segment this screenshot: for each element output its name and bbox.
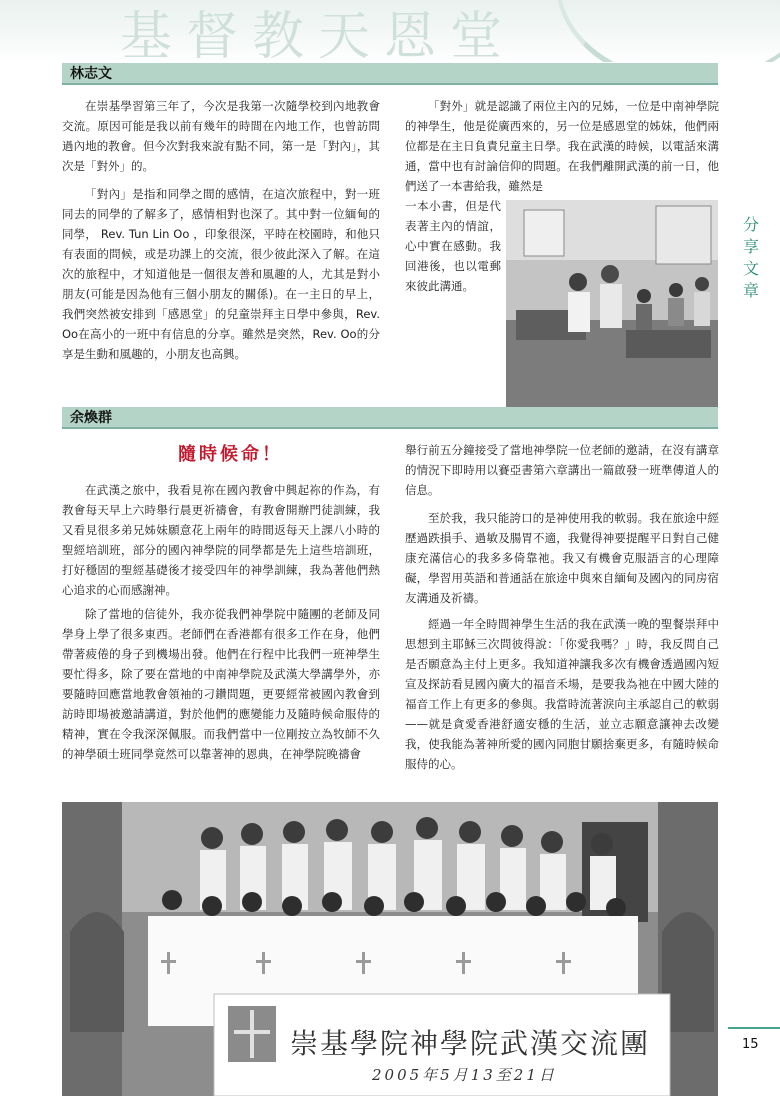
header-watermark: 基督教天恩堂 [120,7,517,62]
side-label-char-3: 文 [742,259,759,278]
classroom-photo [506,200,718,408]
section2-paragraph-2: 除了當地的信徒外，我亦從我們神學院中隨團的老師及同學身上學了很多東西。老師們在香港都有很多工作在身，他們帶著疲倦的身子到機場出發。他們在行程中比我們一班神學生要忙得多，除了要在當地的中南神學院及武漢大學講學外，亦要隨時回應當地教會領袖的刁鑽問題，更要經常被國內教會到訪時即場被邀請講道，對於他們的應變能力及隨時候命服侍的精神，實在令我深深佩服。而我們當中一位剛按立為牧師不久的神學碩士班同學竟然可以靠著神的恩典，在神學院晚禱會 [62,607,380,761]
section2-paragraph-1: 在武漢之旅中，我看見祢在國內教會中興起祢的作為，有教會每天早上六時舉行晨更祈禱會，有教會開辦門徒訓練，我又看見很多弟兄姊妹願意花上兩年的時間返每天上課八小時的聖經培訓班，部分的國內神學院的同學都是先上這些培訓班，打好穩固的聖經基礎後才接受四年的神學訓練，我為著他們熱心追求的心而感謝神。 [62,483,380,597]
section1-paragraph-1: 在崇基學習第三年了，今次是我第一次隨學校到內地教會交流。原因可能是我以前有幾年的時間在內地工作，也曾訪問過內地的教會。但今次對我來說有點不同，第一是「對內」，其次是「對外」的。 [62,99,380,173]
header-decorative-arc [556,0,780,62]
section2-paragraph-4: 經過一年全時間神學生生活的我在武漢一晚的聖餐崇拜中思想到主耶穌三次問彼得說：「你愛我嗎？」時，我反問自己是否願意為主付上更多。我知道神讓我多次有機會透過國內短宣及探訪看見國內廣大的福音禾場，是要我為祂在中國大陸的福音工作上有更多的參與。我當時流著淚向主承認自己的軟弱——就是貪愛香港舒適安穩的生活，並立志願意讓神去改變我，使我能為著神所愛的國內同胞甘願捨棄更多，有隨時候命服侍的心。 [405,617,719,771]
side-category-label [739,214,763,302]
section-header-yu: 余煥群 [62,407,718,429]
page-number-rule [728,1027,780,1029]
classroom-photo-image [506,200,718,408]
section1-paragraph-2: 「對內」是指和同學之間的感情，在這次旅程中，對一班同去的同學的了解多了，感情相對也深了。其中對一位緬甸的同學， Rev. Tun Lin Oo ，印象很深，平時在校園時，和他只有表面的問候，或是功課上的交流，很少彼此深入了解。在這次的旅程中，才知道他是一個很友善和風趣的人，尤其是對小朋友(可能是因為他有三個小朋友的關係)。在一主日的早上，我們突然被安排到「感恩堂」的兒童崇拜主日學中參與，Rev. Oo在高小的一班中有信息的分享。雖然是突然，Rev. Oo的分享是生動和風趣的，小朋友也高興。 [62,187,380,361]
article-title: 隨時候命！ [178,444,283,465]
section1-paragraph-3: 「對外」就是認識了兩位主內的兄姊，一位是中南神學院的神學生，他是從廣西來的，另一位是感恩堂的姊妹，他們兩位都是在主日負責兒童主日學。我在武漢的時候，以電話來溝通，當中也有討論信仰的問題。在我們離開武漢的前一日，他們送了一本書給我，雖然是 [405,99,719,193]
group-photo [62,802,718,1096]
banner-title: 崇基學院神學院武漢交流團 [290,1027,651,1060]
side-label-char-1: 分 [742,215,759,234]
side-label-char-2: 享 [742,237,759,256]
section2-paragraph-2-cont: 舉行前五分鐘接受了當地神學院一位老師的邀請，在沒有講章的情況下即時用以賽亞書第六章講出一篇啟發一班準傳道人的信息。 [405,443,719,497]
section-header-lam: 林志文 [62,63,718,85]
section1-paragraph-3-cont: 一本小書，但是代表著主內的情誼，心中實在感動。我回港後，也以電郵來彼此溝通。 [405,199,501,293]
page-number: 15 [742,1037,759,1052]
header-banner [0,0,780,62]
side-label-char-4: 章 [742,281,759,300]
section2-paragraph-3: 至於我，我只能誇口的是神使用我的軟弱。我在旅途中經歷過跌損手、過敏及腸胃不適，我覺得神要提醒平日對自己健康充滿信心的我多多倚靠祂。我又有機會克服語言的心理障礙，學習用英語和普通話在旅途中與來自緬甸及國內的同房宿友溝通及祈禱。 [405,511,719,605]
banner-date: 2005年5月13至21日 [372,1066,557,1084]
